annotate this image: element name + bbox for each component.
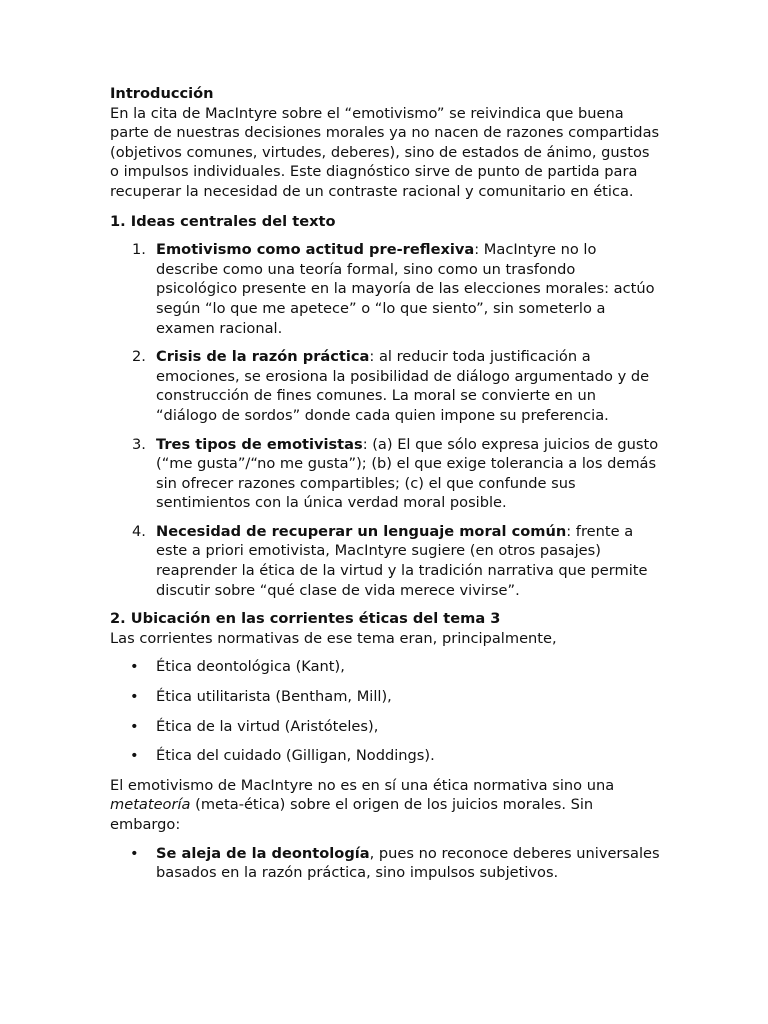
list-item: • Ética deontológica (Kant), [130, 658, 345, 676]
list-item: • Ética de la virtud (Aristóteles), [130, 717, 379, 735]
idea-title: Necesidad de recuperar un lenguaje moral común [156, 522, 567, 540]
section2-heading: 2. Ubicación en las corrientes éticas del tema 3 [110, 610, 501, 628]
idea-text: : (a) El que sólo expresa juicios de gusto (“me gusta”/“no me gusta”); (b) el que exige tolerancia a los demás sin ofrecer razones compartibles; (c) el que confunde sus sentimientos con la única verdad moral posible. [156, 435, 659, 512]
list-item: • Ética utilitarista (Bentham, Mill), [130, 688, 392, 706]
bullet-icon: • [130, 844, 139, 862]
section2-lead: Las corrientes normativas de ese tema eran, principalmente, [110, 629, 557, 647]
section1-heading: 1. Ideas centrales del texto [110, 212, 336, 230]
bullet-title: Se aleja de la deontología [156, 844, 370, 862]
intro-heading: Introducción [110, 85, 214, 102]
list-item [110, 347, 660, 425]
list-number: 1. [132, 241, 146, 259]
list-number: 2. [132, 348, 146, 366]
document-body [110, 84, 660, 893]
bullet-icon: • [130, 688, 139, 706]
idea-title: Emotivismo como actitud pre-reflexiva [156, 241, 475, 259]
ideas-list [110, 240, 660, 600]
bullet-icon: • [130, 658, 139, 676]
list-item: • Se aleja de la deontología, pues no reconoce deberes universales basados en la razón práctica, sino impulsos subjetivos. [130, 844, 660, 882]
list-item [110, 240, 660, 338]
idea-text: : al reducir toda justificación a emociones, se erosiona la posibilidad de diálogo argumentado y de construcción de fines comunes. La moral se convierte en un “diálogo de sordos” donde cada quien impone su preferencia. [156, 348, 650, 424]
emphasis-metateoria: metateoría [110, 796, 191, 814]
list-number: 3. [132, 435, 146, 453]
distance-list [110, 844, 660, 883]
list-item [110, 522, 660, 600]
list-number: 4. [132, 522, 146, 540]
list-item: • Ética del cuidado (Gilligan, Noddings). [130, 747, 435, 765]
idea-text: : frente a este a priori emotivista, MacIntyre sugiere (en otros pasajes) reaprender la ética de la virtud y la tradición narrativa que permite discutir sobre “qué clase de vida merece vivirse”. [156, 522, 648, 599]
currents-list [110, 657, 660, 765]
intro-paragraph: En la cita de MacIntyre sobre el “emotivismo” se reivindica que buena parte de nuestras decisiones morales ya no nacen de razones compartidas (objetivos comunes, virtudes, deberes), sino de estados de ánimo, gustos o impulsos individuales. Este diagnóstico sirve de punto de partida para recuperar la necesidad de un contraste racional y comunitario en ética. [110, 104, 660, 200]
metaethics-paragraph: El emotivismo de MacIntyre no es en sí una ética normativa sino una metateoría (meta-ética) sobre el origen de los juicios morales. Sin embargo: [110, 776, 615, 833]
idea-title: Crisis de la razón práctica [156, 348, 370, 366]
list-item [110, 435, 660, 513]
bullet-icon: • [130, 717, 139, 735]
bullet-icon: • [130, 747, 139, 765]
idea-title: Tres tipos de emotivistas [156, 435, 363, 453]
idea-text: : MacIntyre no lo describe como una teoría formal, sino como un trasfondo psicológico presente en la mayoría de las elecciones morales: actúo según “lo que me apetece” o “lo que siento”, sin someterlo a examen racional. [156, 241, 655, 337]
